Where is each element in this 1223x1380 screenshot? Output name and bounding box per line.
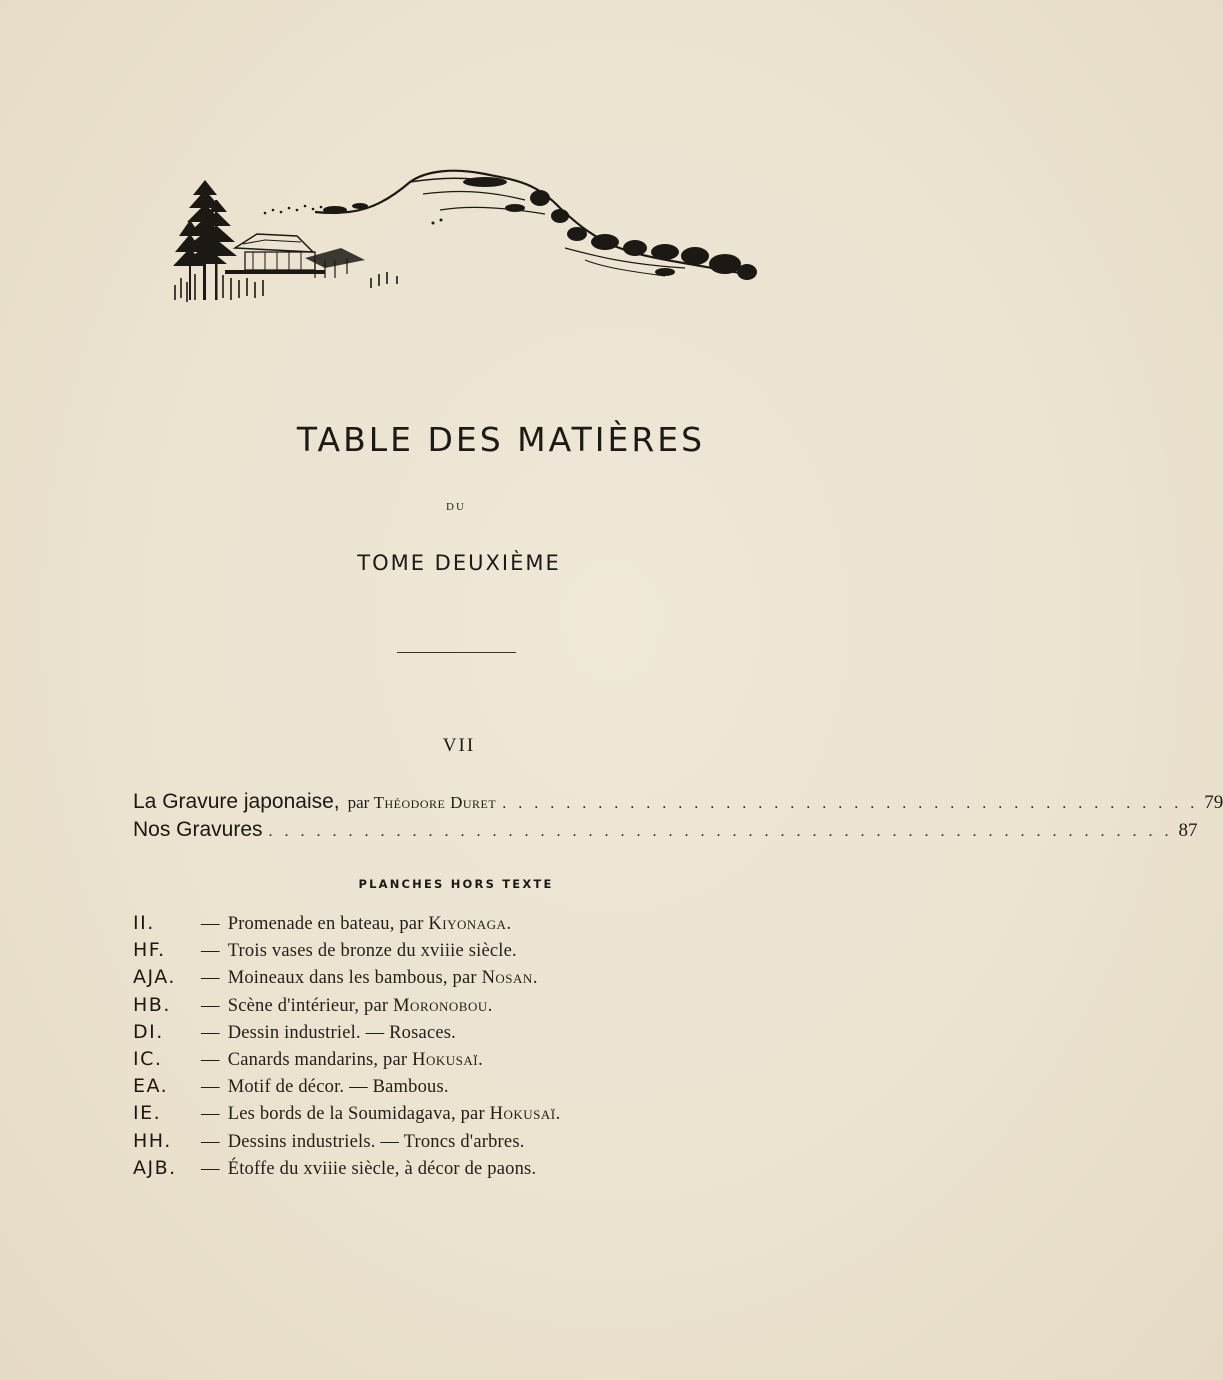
- author-name: Théodore Duret: [373, 793, 497, 812]
- plate-description: [201, 996, 493, 1017]
- plate-description: [201, 1023, 456, 1044]
- plate-item: [133, 1102, 733, 1129]
- plate-code: DI.: [133, 1020, 164, 1043]
- plate-item: [133, 1075, 733, 1102]
- grass-strokes: [175, 272, 397, 302]
- author-prefix: par: [347, 793, 370, 812]
- plate-title: Moineaux dans les bambous, par: [227, 968, 477, 989]
- em-dash: —: [201, 1077, 220, 1098]
- title-connector: DU: [446, 501, 466, 513]
- plate-item: [133, 966, 733, 993]
- plate-title: Trois vases de bronze du xviiie siècle.: [227, 941, 517, 962]
- village-houses: [225, 234, 365, 278]
- foliage-clusters: [323, 177, 757, 280]
- section-number: VII: [442, 735, 476, 756]
- plate-item: [133, 1157, 733, 1184]
- plate-description: [201, 1132, 525, 1153]
- plates-list: [133, 912, 733, 1184]
- plate-item: [133, 1130, 733, 1157]
- toc-entry-author: [348, 789, 497, 817]
- plate-item: [133, 1021, 733, 1048]
- em-dash: —: [201, 1158, 220, 1179]
- plate-item: [133, 1048, 733, 1075]
- toc-entry-title: Nos Gravures: [133, 818, 263, 841]
- plate-code: EA.: [133, 1075, 169, 1098]
- plate-description: [201, 968, 538, 989]
- plate-description: [201, 1159, 536, 1180]
- plate-description: [201, 914, 512, 935]
- em-dash: —: [201, 968, 220, 989]
- plate-code: HB.: [133, 993, 171, 1016]
- toc-entry: [133, 816, 1198, 844]
- plate-description: [201, 941, 517, 962]
- dotted-path: [264, 205, 443, 225]
- plate-title: Promenade en bateau, par: [227, 914, 424, 934]
- plate-title: Dessin industriel. — Rosaces.: [227, 1022, 456, 1043]
- plates-heading: PLANCHES HORS TEXTE: [358, 877, 554, 891]
- toc-entry-page: 87: [1178, 820, 1198, 841]
- toc-entry-title: La Gravure japonaise,: [133, 790, 340, 813]
- plate-code: HF.: [133, 939, 166, 962]
- volume-subtitle: TOME DEUXIÈME: [357, 551, 561, 575]
- plate-item: [133, 994, 733, 1021]
- plate-title: Les bords de la Soumidagava, par: [227, 1104, 485, 1125]
- em-dash: —: [201, 941, 220, 962]
- em-dash: —: [201, 1104, 220, 1125]
- em-dash: —: [201, 1049, 220, 1070]
- plate-title: Canards mandarins, par: [227, 1049, 408, 1070]
- plate-author: Moronobou.: [393, 995, 493, 1016]
- plate-author: Nosan.: [481, 968, 538, 989]
- plate-item: [133, 939, 733, 966]
- plate-item: [133, 912, 733, 939]
- landscape-vignette-illustration: [165, 160, 760, 305]
- plate-title: Dessins industriels. — Troncs d'arbres.: [227, 1131, 525, 1152]
- plate-title: Motif de décor. — Bambous.: [227, 1077, 449, 1098]
- plate-code: II.: [133, 912, 155, 934]
- plate-code: AJB.: [133, 1156, 177, 1179]
- plate-description: [201, 1077, 449, 1098]
- dot-leader: . . . . . . . . . . . . . . . . . . . . . . . . . . . . . . . . . . . . . . . . . . . . . . . . . . . . . . . . .: [268, 823, 1173, 840]
- em-dash: —: [201, 914, 220, 934]
- plate-title: Scène d'intérieur, par: [227, 995, 389, 1016]
- plate-code: HH.: [133, 1129, 172, 1152]
- plate-description: [201, 1050, 483, 1071]
- plate-author: Hokusaï.: [489, 1104, 561, 1125]
- toc-entry-page: 79: [1204, 792, 1223, 813]
- plate-author: Hokusaï.: [412, 1049, 484, 1070]
- plate-code: AJA.: [133, 966, 176, 989]
- plate-description: [201, 1104, 561, 1125]
- table-of-contents: [133, 788, 1223, 844]
- horizontal-divider: [397, 652, 516, 653]
- em-dash: —: [201, 1022, 220, 1043]
- page-title: TABLE DES MATIÈRES: [296, 420, 706, 459]
- plate-code: IE.: [133, 1102, 162, 1125]
- pine-trees-left: [173, 180, 237, 300]
- em-dash: —: [201, 1131, 220, 1152]
- dot-leader: . . . . . . . . . . . . . . . . . . . . . . . . . . . . . . . . . . . . . . . . . . . .: [502, 795, 1199, 812]
- plate-code: IC.: [133, 1047, 163, 1070]
- toc-entry: [133, 788, 1223, 816]
- em-dash: —: [201, 995, 220, 1016]
- plate-title: Étoffe du xviiie siècle, à décor de paons.: [227, 1158, 537, 1179]
- plate-author: Kiyonaga.: [428, 914, 512, 934]
